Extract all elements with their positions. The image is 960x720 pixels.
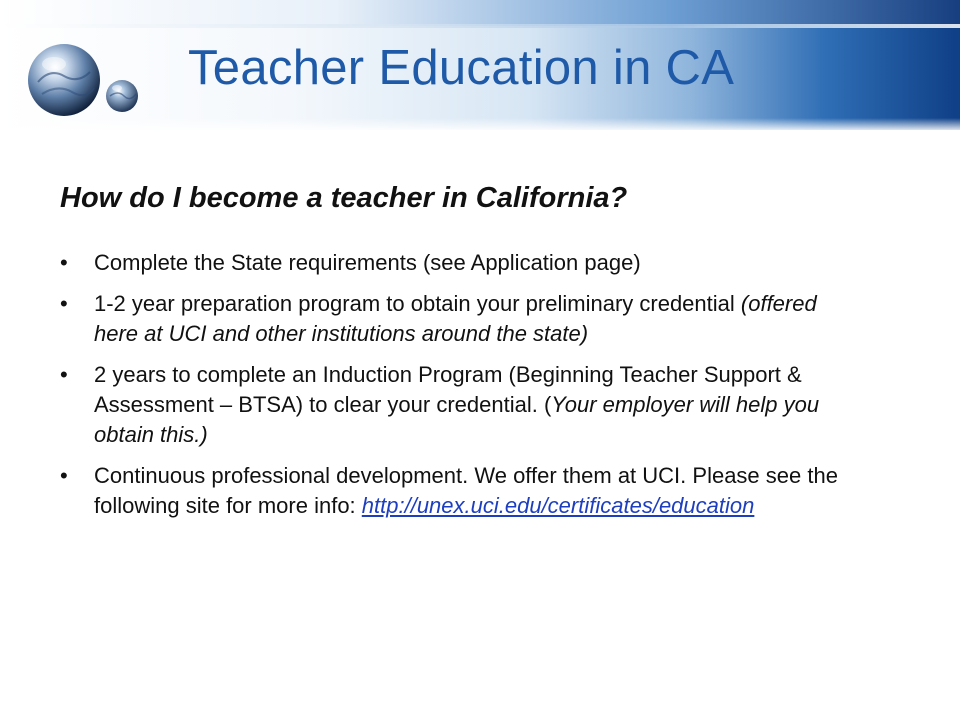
header-fade (0, 118, 960, 132)
globe-logo-icon (24, 38, 144, 122)
header-highlight-stripe (0, 24, 960, 28)
bullet-item (60, 248, 860, 278)
bullet-text: Complete the State requirements (see Application page) (94, 250, 641, 275)
bullet-item (60, 289, 860, 349)
bullet-text: 1-2 year preparation program to obtain your preliminary credential (94, 291, 741, 316)
bullet-item (60, 360, 860, 450)
bullet-dot: • (60, 291, 68, 316)
slide-title: Teacher Education in CA (188, 41, 735, 95)
bullet-text-italic: Your employer will help you obtain this.) (94, 392, 820, 447)
bullet-list (60, 248, 860, 532)
bullet-dot: • (60, 362, 68, 387)
education-certificates-link[interactable]: http://unex.uci.edu/certificates/education (361, 493, 755, 518)
bullet-item (60, 461, 860, 521)
bullet-dot: • (60, 250, 68, 275)
bullet-dot: • (60, 463, 68, 488)
bullet-text-italic: (offered here at UCI and other institutions around the state) (94, 291, 817, 346)
bullet-text: Continuous professional development. We offer them at UCI. Please see the following site for more info: (94, 463, 838, 518)
slide-subtitle: How do I become a teacher in California? (60, 182, 628, 214)
bullet-text: 2 years to complete an Induction Program (Beginning Teacher Support & Assessment – BTSA) to clear your credential. ( (94, 362, 802, 417)
header-top-gradient (0, 0, 960, 26)
